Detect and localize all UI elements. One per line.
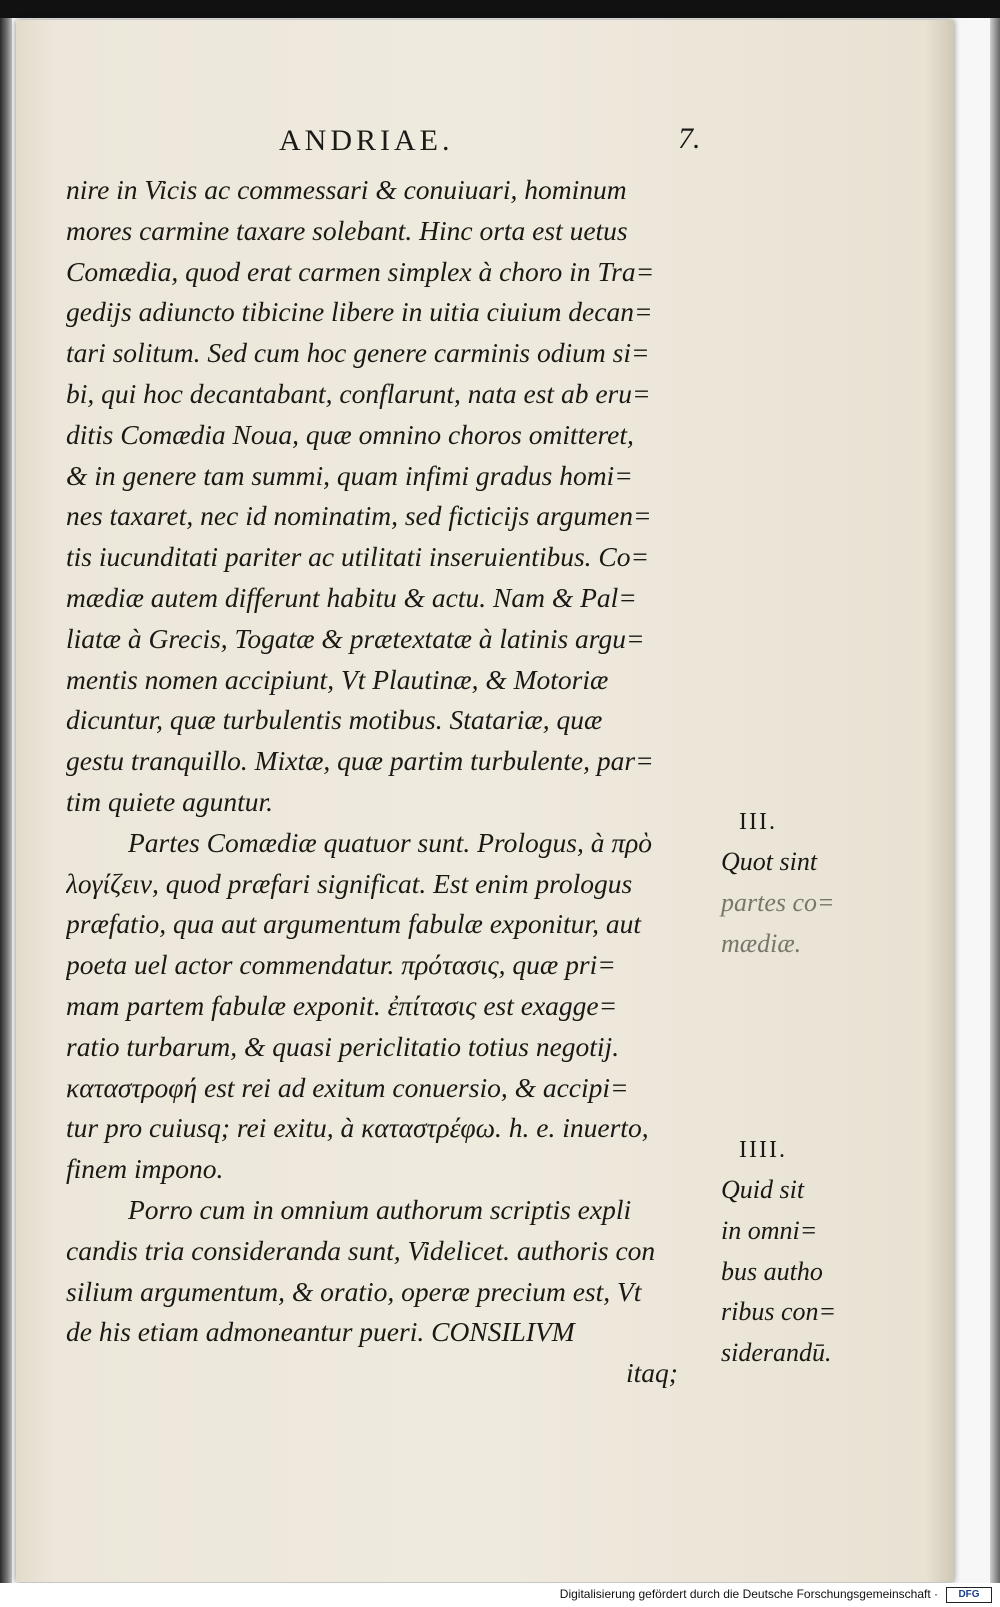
text-line: mam partem fabulæ exponit. ἐπίτασις est exagge=	[66, 989, 618, 1021]
paragraph-start-line: Porro cum in omnium authorum scriptis expli	[128, 1193, 632, 1225]
page-edge-shadow	[990, 18, 1000, 1583]
margin-note-number: IIII.	[739, 1137, 787, 1163]
margin-note-number: III.	[739, 809, 777, 835]
paragraph-start-line: Partes Comædiæ quatuor sunt. Prologus, à πρὸ	[128, 826, 653, 858]
text-line: gestu tranquillo. Mixtæ, quæ partim turbulente, par=	[66, 745, 654, 777]
text-line: λογίζειν, quod præfari significat. Est enim prologus	[66, 867, 633, 899]
text-line: & in genere tam summi, quam infimi gradus homi=	[66, 459, 633, 491]
text-line: mædiæ autem differunt habitu & actu. Nam & Pal=	[66, 581, 637, 613]
margin-note-line: mædiæ.	[721, 928, 802, 958]
text-line: tim quiete aguntur.	[66, 785, 274, 817]
text-line: silium argumentum, & oratio, operæ precium est, Vt	[66, 1275, 642, 1307]
page-number: 7.	[678, 122, 701, 155]
text-line: Comædia, quod erat carmen simplex à choro in Tra=	[66, 255, 655, 287]
text-line: ratio turbarum, & quasi periclitatio totius negotij.	[66, 1030, 620, 1062]
margin-note-line: siderandū.	[721, 1338, 832, 1368]
catchword-line: itaq;	[626, 1357, 678, 1389]
running-head: ANDRIAE.	[279, 124, 454, 157]
text-line: finem impono.	[66, 1153, 224, 1185]
text-line: poeta uel actor commendatur. πρότασις, quæ pri=	[66, 949, 616, 981]
text-line: mentis nomen accipiunt, Vt Plautinæ, & Motoriæ	[66, 663, 609, 695]
text-line: de his etiam admoneantur pueri. CONSILIVM	[66, 1316, 575, 1348]
margin-note-line: bus autho	[721, 1256, 823, 1286]
text-line: tis iucunditati pariter ac utilitati inseruientibus. Co=	[66, 541, 650, 573]
margin-note-line: partes co=	[721, 887, 835, 917]
text-line: bi, qui hoc decantabant, conflarunt, nata est ab eru=	[66, 377, 651, 409]
text-line: candis tria consideranda sunt, Videlicet. authoris con	[66, 1234, 656, 1266]
text-line: nes taxaret, nec id nominatim, sed ficticijs argumen=	[66, 500, 652, 532]
book-page	[16, 20, 954, 1582]
main-text-block	[66, 170, 746, 1394]
digitization-footer	[0, 1583, 1000, 1607]
margin-note-line: Quot sint	[721, 847, 818, 876]
text-line: dicuntur, quæ turbulentis motibus. Statariæ, quæ	[66, 704, 603, 736]
text-line: liatæ à Grecis, Togatæ & prætextatæ à latinis argu=	[66, 622, 645, 654]
scan-top-border	[0, 0, 1000, 18]
text-line: nire in Vicis ac commessari & conuiuari, hominum	[66, 174, 627, 205]
text-line: præfatio, qua aut argumentum fabulæ exponitur, aut	[66, 908, 641, 940]
margin-note-3	[721, 802, 835, 964]
text-line: ditis Comædia Noua, quæ omnino choros omitteret,	[66, 418, 634, 450]
text-line: tari solitum. Sed cum hoc genere carminis odium si=	[66, 337, 650, 369]
text-line: gedijs adiuncto tibicine libere in uitia ciuium decan=	[66, 296, 653, 328]
book-spine-edge	[0, 18, 12, 1583]
margin-note-line: Quid sit	[721, 1175, 805, 1204]
margin-note-line: in omni=	[721, 1215, 818, 1245]
footer-credit: Digitalisierung gefördert durch die Deutsche Forschungsgemeinschaft ·	[559, 1587, 938, 1601]
dfg-logo[interactable]: DFG	[946, 1587, 992, 1603]
margin-note-line: ribus con=	[721, 1297, 837, 1327]
text-line: καταστροφή est rei ad exitum conuersio, & accipi=	[66, 1071, 629, 1103]
text-line: mores carmine taxare solebant. Hinc orta est uetus	[66, 214, 628, 246]
text-line: tur pro cuiusq; rei exitu, à καταστρέφω. h. e. inuerto,	[66, 1112, 649, 1144]
page-header	[16, 124, 954, 164]
margin-note-4	[721, 1130, 836, 1374]
